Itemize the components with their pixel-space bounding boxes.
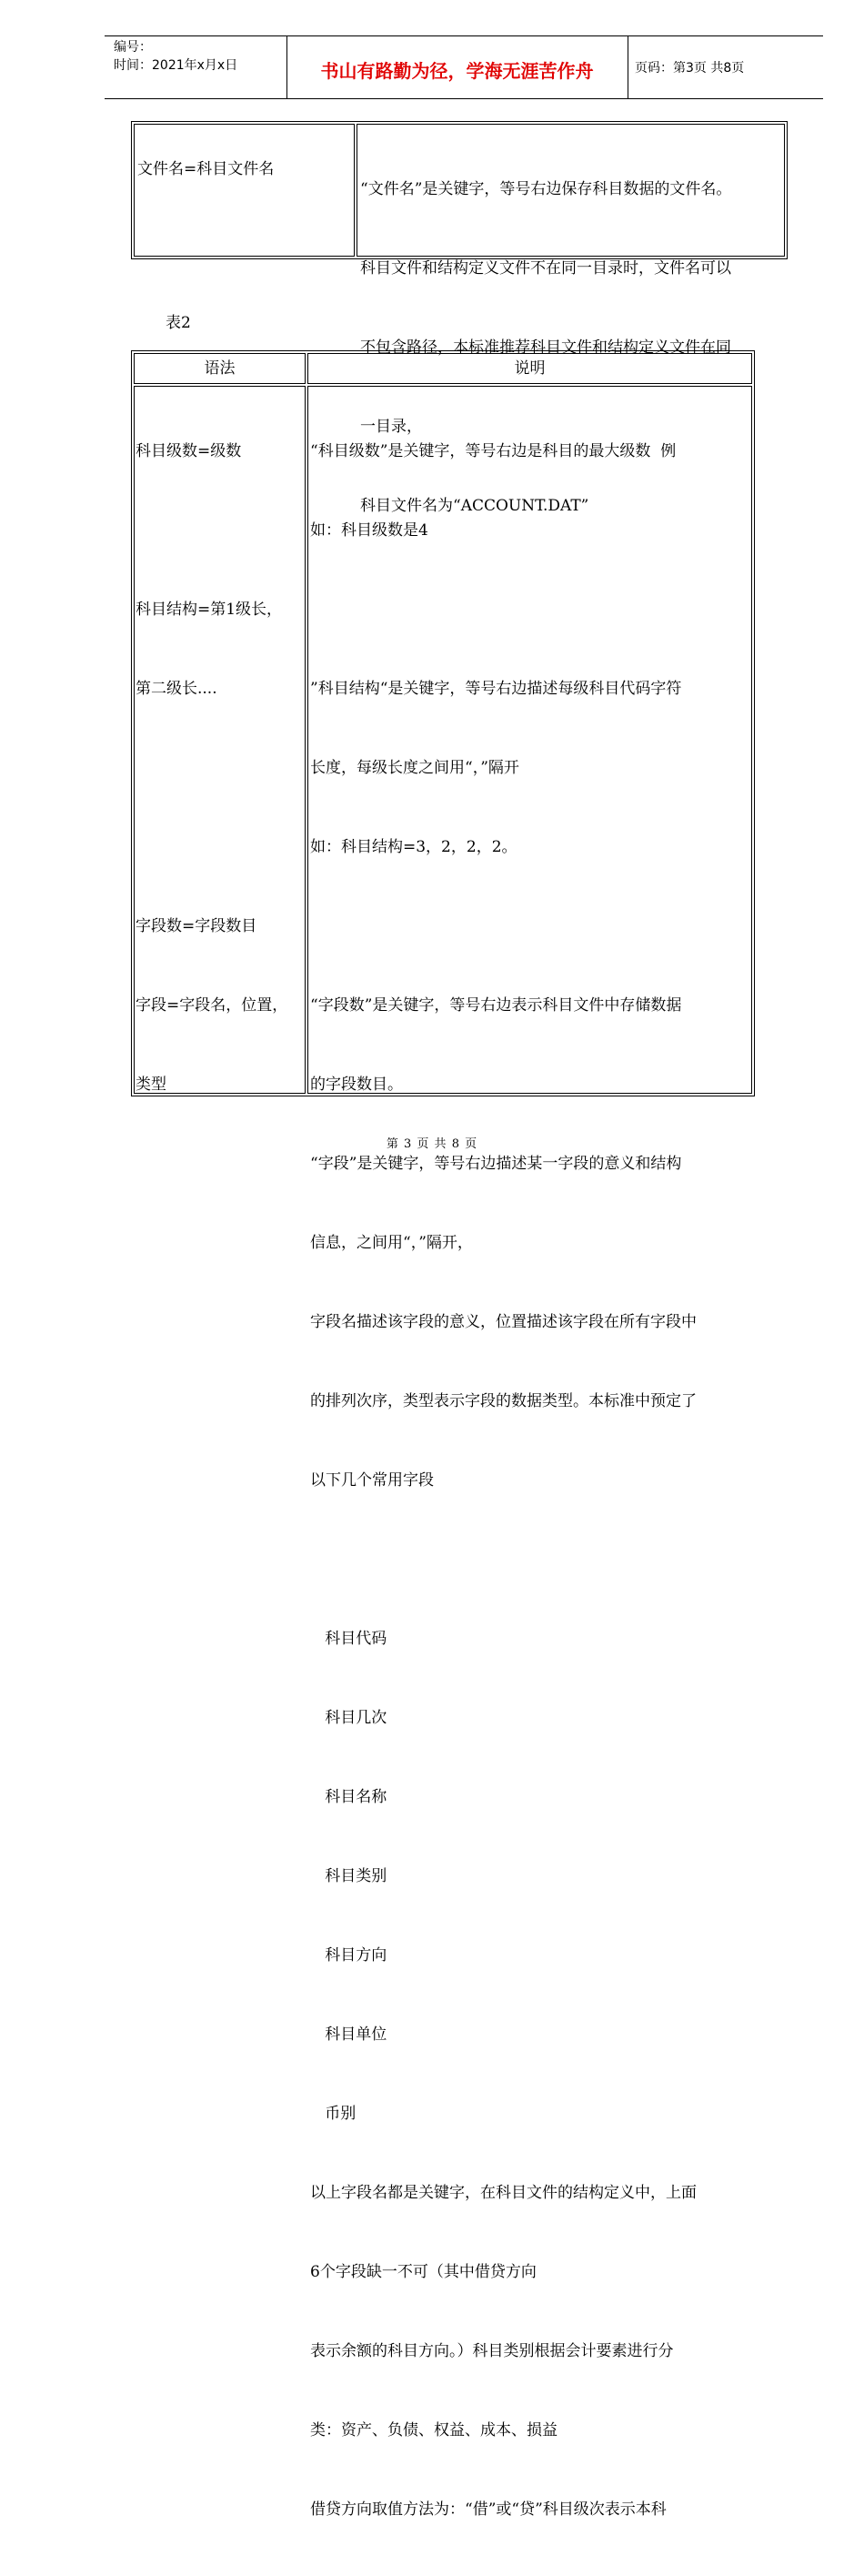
- desc-line: [310, 1547, 697, 1573]
- syntax-line: 科目级数=级数: [136, 442, 242, 460]
- desc-line: 科目名称: [310, 1788, 387, 1806]
- desc-line: 科目几次: [310, 1709, 387, 1727]
- desc-line: 信息，之间用“，”隔开，: [310, 1234, 473, 1252]
- syntax-line: 字段=字段名，位置，: [136, 996, 288, 1015]
- desc-line: “文件名”是关键字，等号右边保存科目数据的文件名。: [360, 180, 732, 198]
- desc-line: 币别: [310, 2105, 357, 2123]
- desc-line: “科目级数”是关键字，等号右边是科目的最大级数 例: [310, 442, 677, 460]
- desc-line: 6个字段缺一不可（其中借贷方向: [310, 2263, 537, 2281]
- desc-line: ”科目结构“是关键字，等号右边描述每级科目代码字符: [310, 680, 682, 698]
- table2-caption: 表2: [166, 314, 191, 332]
- header-page-label: 页码：第3页 共8页: [635, 61, 745, 76]
- table1-syntax: 文件名=科目文件名: [137, 160, 275, 178]
- header-label: 语法: [204, 359, 236, 378]
- desc-line: 类：资产、负债、权益、成本、损益: [310, 2421, 558, 2440]
- desc-line: 科目文件和结构定义文件不在同一目录时，文件名可以: [360, 259, 731, 278]
- header-label: 说明: [514, 359, 546, 378]
- desc-line: 以下几个常用字段: [310, 1471, 434, 1490]
- desc-line: “字段数”是关键字，等号右边表示科目文件中存储数据: [310, 996, 682, 1015]
- desc-line: 科目代码: [310, 1630, 387, 1648]
- syntax-line: 科目结构=第1级长，: [136, 601, 283, 619]
- desc-line: 的字段数目。: [310, 1076, 403, 1094]
- table2-header-syntax: [134, 353, 306, 384]
- header-motto: 书山有路勤为径，学海无涯苦作舟: [320, 60, 594, 82]
- desc-line: 的排列次序，类型表示字段的数据类型。本标准中预定了: [310, 1392, 697, 1410]
- desc-line: 表示余额的科目方向。）科目类别根据会计要素进行分: [310, 2342, 674, 2360]
- desc-line: 一目录，: [360, 418, 422, 436]
- desc-line: 字段名描述该字段的意义，位置描述该字段在所有字段中: [310, 1313, 697, 1331]
- desc-line: 借贷方向取值方法为：“借”或“贷”科目级次表示本科: [310, 2500, 667, 2519]
- desc-line: 长度，每级长度之间用“，”隔开: [310, 759, 519, 777]
- desc-line: 科目类别: [310, 1867, 387, 1885]
- desc-line: [310, 597, 697, 623]
- table2-syntax: [136, 386, 287, 1151]
- desc-line: 科目方向: [310, 1946, 387, 1965]
- table2-desc: [310, 386, 697, 2576]
- desc-line: “字段”是关键字，等号右边描述某一字段的意义和结构: [310, 1155, 682, 1173]
- time-label: 时间：2021年x月x日: [114, 58, 238, 73]
- syntax-line: [136, 834, 287, 861]
- syntax-line: 类型: [136, 1076, 166, 1094]
- desc-line: 科目单位: [310, 2025, 387, 2044]
- desc-line: 如：科目级数是4: [310, 521, 428, 540]
- desc-line: [310, 914, 697, 940]
- syntax-line: 第二级长....: [136, 680, 217, 698]
- syntax-line: 字段数=字段数目: [136, 917, 257, 935]
- syntax-line: [136, 518, 287, 544]
- table1-syntax-cell: [134, 124, 355, 257]
- desc-line: 如：科目结构=3，2，2，2。: [310, 838, 517, 856]
- desc-line: 科目文件名为“ACCOUNT.DAT”: [360, 497, 589, 515]
- serial-label: 编号：: [114, 40, 152, 55]
- page-footer: 第 3 页 共 8 页: [386, 1137, 478, 1151]
- page-header: [105, 35, 823, 99]
- header-meta: [114, 38, 237, 75]
- desc-line: 不包含路径，本标准推荐科目文件和结构定义文件在同: [360, 338, 731, 357]
- desc-line: 以上字段名都是关键字，在科目文件的结构定义中，上面: [310, 2184, 697, 2202]
- syntax-line: [136, 755, 287, 782]
- table2-header-desc: [307, 353, 752, 384]
